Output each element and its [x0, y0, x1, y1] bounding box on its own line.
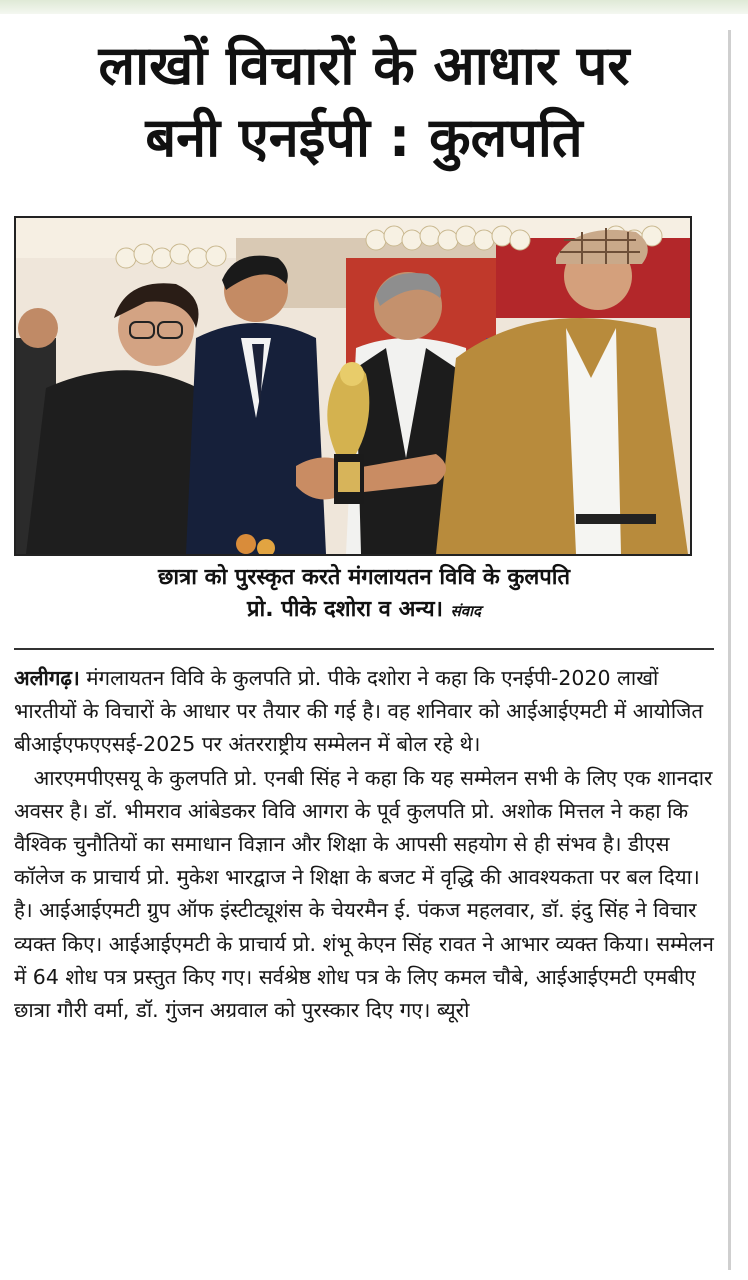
article-body [14, 662, 716, 1027]
top-strip [0, 0, 748, 14]
caption-credit: संवाद [450, 602, 481, 620]
article-paragraph-2 [14, 762, 716, 1028]
paragraph-2-text: आरएमपीएसयू के कुलपति प्रो. एनबी सिंह ने कहा कि यह सम्मेलन सभी के लिए एक शानदार अवसर है। डॉ. भीमराव आंबेडकर विवि आगरा के पूर्व कुलपति प्रो. अशोक मित्तल ने कहा कि वैश्विक चुनौतियों का समाधान विज्ञान और शिक्षा के आपसी सहयोग से ही संभव है। डीएस कॉलेज क प्राचार्य प्रो. मुकेश भारद्वाज ने शिक्षा के बजट में वृद्धि की आवश्यकता पर बल दिया। है। आईआईएमटी ग्रुप ऑफ इंस्टीट्यूशंस के चेयरमैन ई. पंकज महलवार, डॉ. इंदु सिंह ने विचार व्यक्त किए। आईआईएमटी के प्राचार्य प्रो. शंभू केएन सिंह रावत ने आभार व्यक्त किया। सम्मेलन में 64 शोध पत्र प्रस्तुत किए गए। सर्वश्रेष्ठ शोध पत्र के लिए कमल चौबे, आईआईएमटी एमबीए छात्रा गौरी वर्मा, डॉ. गुंजन अग्रवाल को पुरस्कार दिए गए। ब्यूरो [14, 765, 714, 1023]
headline [14, 30, 714, 174]
article-paragraph-1 [14, 662, 716, 762]
divider [14, 648, 714, 650]
column-rule [728, 30, 731, 1270]
headline-line-1: लाखों विचारों के आधार पर [98, 34, 630, 97]
news-photo [14, 216, 692, 556]
caption-line-2-text: प्रो. पीके दशोरा व अन्य। [247, 597, 443, 622]
caption-line-1: छात्रा को पुरस्कृत करते मंगलायतन विवि के कुलपति [157, 565, 571, 590]
paragraph-1-text: मंगलायतन विवि के कुलपति प्रो. पीके दशोरा ने कहा कि एनईपी-2020 लाखों भारतीयों के विचारों के आधार पर तैयार की गई है। वह शनिवार को आईआईएमटी में आयोजित बीआईएफएएसई-2025 पर अंतरराष्ट्रीय सम्मेलन में बोल रहे थे। [14, 666, 704, 757]
caption-line-2 [14, 594, 714, 627]
headline-line-2: बनी एनईपी : कुलपति [145, 106, 583, 169]
photo-caption [14, 562, 714, 627]
award-ceremony-photo [16, 218, 690, 554]
dateline: अलीगढ़। [14, 666, 80, 690]
